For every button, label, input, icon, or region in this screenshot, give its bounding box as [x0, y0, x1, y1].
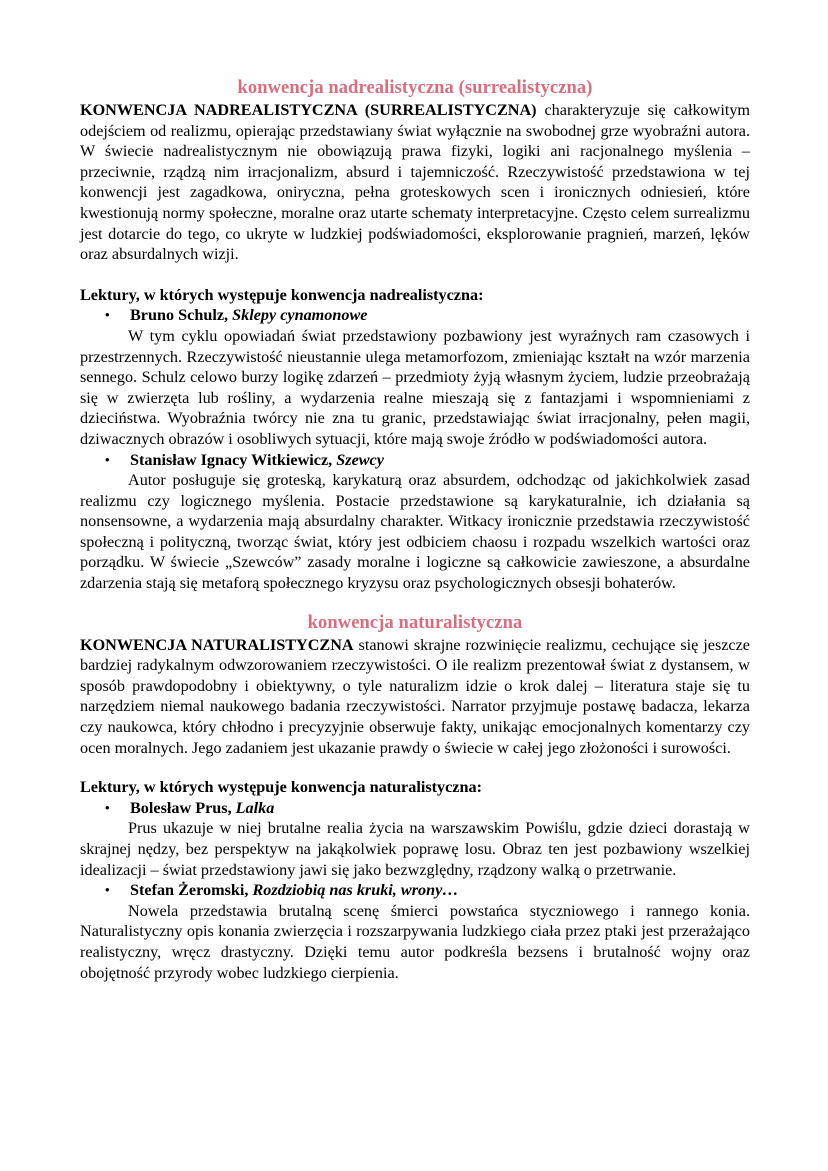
intro-rest-naturalistyczna: stanowi skrajne rozwinięcie realizmu, cechujące się jeszcze bardziej radykalnym odwzorowaniem rzeczywistości. O ile realizm prezentował świat z dystansem, w sposób prawdopodobny i obiektywny, o tyle naturalizm idzie o krok dalej – literatura staje się tu narzędziem niemal naukowego badania rzeczywistości. Narrator przyjmuje postawę badacza, lekarza czy naukowca, który chłodno i precyzyjnie obserwuje fakty, unikając emocjonalnych komentarzy czy ocen moralnych. Jego zadaniem jest ukazanie prawdy o świecie w całej jego złożoności i surowości.: [80, 635, 750, 757]
list-item-label: [130, 798, 750, 819]
lektury-heading-naturalistyczna: Lektury, w których występuje konwencja naturalistyczna:: [80, 778, 482, 797]
spacer: [80, 265, 750, 285]
entry-paragraph-witkiewicz: Autor posługuje się groteską, karykaturą oraz absurdem, odchodząc od jakichkolwiek zasad realizmu czy logicznego myślenia. Postacie przedstawione są karykaturalnie, ich działania są nonsensowne, a wydarzenia mają absurdalny charakter. Witkacy ironicznie przedstawia rzeczywistość społeczną i polityczną, tworząc świat, który jest odbiciem chaosu i rozpadu wszelkich wartości oraz porządku. W świecie „Szewców” zasady moralne i logiczne są całkowicie zawieszone, a absurdalne zdarzenia stają się metaforą społecznego kryzysu oraz psychologicznych obsesji bohaterów.: [80, 471, 750, 593]
entry-author: Stanisław Ignacy Witkiewicz,: [130, 450, 337, 469]
bullet-icon: •: [105, 307, 110, 323]
intro-paragraph-nadrealistyczna: [80, 100, 750, 265]
entry-paragraph-prus: Prus ukazuje w niej brutalne realia życia na warszawskim Powiślu, gdzie dzieci dorastają w skrajnej nędzy, bez perspektyw na jakąkolwiek poprawę losu. Obraz ten jest pozbawiony wszelkiej idealizacji – świat przedstawiony jawi się jako bezwzględny, rządzony walką o przetrwanie.: [80, 819, 750, 879]
list-item: [80, 798, 750, 819]
section-title-naturalistyczna: konwencja naturalistyczna: [307, 612, 523, 633]
entry-paragraph-schulz: W tym cyklu opowiadań świat przedstawiony pozbawiony jest wyraźnych ram czasowych i przestrzennych. Rzeczywistość nieustannie ulega metamorfozom, zmieniając kształt na wzór marzenia sennego. Schulz celowo burzy logikę zdarzeń – przedmioty żyją własnym życiem, ludzie przeobrażają się w zwierzęta lub rośliny, a wydarzenia realne mieszają się z fantazjami i wspomnieniami z dzieciństwa. Wyobraźnia twórcy nie zna tu granic, przedstawiając świat irracjonalny, pełen magii, dziwacznych obrazów i osobliwych sytuacji, które mają swoje źródło w podświadomości autora.: [80, 326, 750, 448]
intro-paragraph-naturalistyczna: [80, 635, 750, 759]
list-item: [80, 450, 750, 471]
spacer: [80, 758, 750, 777]
bullet-icon: •: [105, 882, 110, 898]
section-title-nadrealistyczna: konwencja nadrealistyczna (surrealistyczna): [237, 78, 593, 98]
entry-author: Bruno Schulz,: [130, 306, 233, 325]
list-item: [80, 880, 750, 901]
lektury-heading-nadrealistyczna: Lektury, w których występuje konwencja nadrealistyczna:: [80, 285, 484, 304]
entry-work-title: Lalka: [235, 798, 275, 817]
intro-lead-naturalistyczna: KONWENCJA NATURALISTYCZNA: [80, 635, 354, 654]
entry-author: Stefan Żeromski,: [130, 881, 253, 900]
list-item-label: [130, 450, 750, 471]
entry-work-title: Rozdziobią nas kruki, wrony…: [252, 881, 459, 900]
list-item-label: [130, 305, 750, 326]
list-item: [80, 305, 750, 326]
list-item-label: [130, 880, 750, 901]
entry-author: Bolesław Prus,: [130, 798, 236, 817]
bullet-icon: •: [105, 799, 110, 815]
intro-rest-nadrealistyczna: charakteryzuje się całkowitym odejściem od realizmu, opierając przedstawiany świat wyłącznie na swobodnej grze wyobraźni autora. W świecie nadrealistycznym nie obowiązują prawa fizyki, logiki ani racjonalnego myślenia – przeciwnie, rządzą nim irracjonalizm, absurd i tajemniczość. Rzeczywistość przedstawiona w tej konwencji jest zagadkowa, oniryczna, pełna groteskowych scen i ironicznych odniesień, które kwestionują normy społeczne, moralne oraz utarte schematy interpretacyjne. Często celem surrealizmu jest dotarcie do tego, co ukryte w ludzkiej podświadomości, eksplorowanie pragnień, marzeń, lęków oraz absurdalnych wizji.: [80, 101, 751, 264]
entry-work-title: Szewcy: [336, 450, 384, 469]
bullet-icon: •: [105, 451, 110, 467]
entry-work-title: Sklepy cynamonowe: [232, 306, 368, 325]
entry-paragraph-zeromski: Nowela przedstawia brutalną scenę śmierci powstańca styczniowego i rannego konia. Naturalistyczny opis konania zwierzęcia i rozszarpywania ludzkiego ciała przez ptaki jest przerażająco realistyczny, wręcz drastyczny. Dzięki temu autor podkreśla bezsens i brutalność wojny oraz obojętność przyrody wobec ludzkiego cierpienia.: [80, 901, 750, 982]
intro-lead-nadrealistyczna: KONWENCJA NADREALISTYCZNA (SURREALISTYCZNA): [80, 101, 537, 119]
document-page: [80, 78, 750, 983]
